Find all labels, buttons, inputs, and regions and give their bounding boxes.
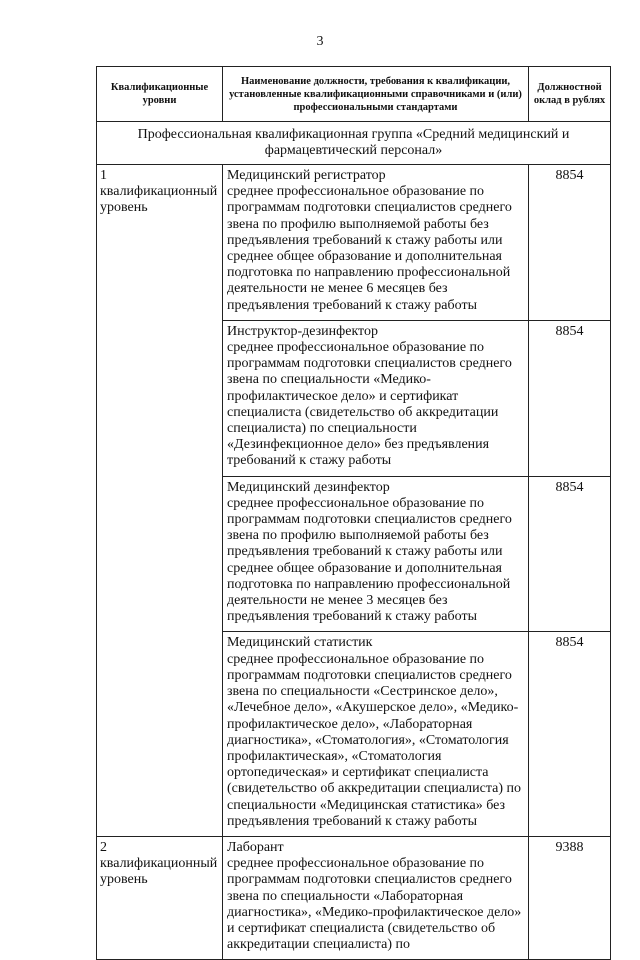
header-position: Наименование должности, требования к квалификации, установленные квалификационными справочниками и (или) профессиональными стандартами — [223, 67, 529, 122]
position-cell — [223, 476, 529, 632]
position-requirements: среднее профессиональное образование по программам подготовки специалистов среднего звена по специальности «Сестринское дело», «Лечебное дело», «Акушерское дело», «Медико-профилактическое дело», «Лабораторная диагностика», «Стоматология», «Стоматология профилактическая», «Стоматология ортопедическая» и сертификат специалиста (свидетельство об аккредитации специалиста) по специальности «Медицинская статистика» без предъявления требований к стажу работы — [227, 651, 522, 829]
position-cell — [223, 632, 529, 836]
salary-value: 8854 — [529, 476, 611, 632]
position-requirements: среднее профессиональное образование по программам подготовки специалистов среднего звена по специальности «Лабораторная диагностика», «Медико-профилактическое дело» и сертификат специалиста (свидетельство об аккредитации специалиста) по — [227, 856, 522, 953]
position-requirements: среднее профессиональное образование по программам подготовки специалистов среднего звена по профилю выполняемой работы без предъявления требований к стажу работы или среднее общее образование и дополнительная подготовка по направлению профессиональной деятельности не менее 6 месяцев без предъявления требований к стажу работы — [227, 184, 512, 313]
salary-value: 8854 — [529, 165, 611, 321]
group-row — [97, 122, 611, 165]
salary-value: 8854 — [529, 320, 611, 476]
position-title: Медицинский регистратор — [227, 168, 386, 183]
position-cell — [223, 836, 529, 959]
group-title: Профессиональная квалификационная группа «Средний медицинский и фармацевтический персонал» — [97, 122, 611, 165]
table-row — [97, 836, 611, 959]
level-label: 2 квалификационный уровень — [97, 836, 223, 959]
page-number: 3 — [316, 34, 324, 49]
header-levels: Квалификационные уровни — [97, 67, 223, 122]
position-cell — [223, 320, 529, 476]
salary-value: 9388 — [529, 836, 611, 959]
table-header-row — [97, 67, 611, 122]
header-salary: Должностной оклад в рублях — [529, 67, 611, 122]
position-title: Инструктор-дезинфектор — [227, 323, 378, 339]
position-title: Лаборант — [227, 839, 284, 855]
salary-table — [96, 66, 611, 960]
table-row — [97, 165, 611, 321]
position-requirements: среднее профессиональное образование по программам подготовки специалистов среднего звена по профилю выполняемой работы без предъявления требований к стажу работы или среднее общее образование и дополнительная подготовка по направлению профессиональной деятельности не менее 3 месяцев без предъявления требований к стажу работы — [227, 495, 512, 625]
position-title: Медицинский статистик — [227, 635, 373, 651]
position-cell — [223, 165, 529, 321]
position-title: Медицинский дезинфектор — [227, 479, 390, 495]
level-label: 1 квалификационный уровень — [97, 165, 223, 837]
salary-value: 8854 — [529, 632, 611, 836]
position-requirements: среднее профессиональное образование по программам подготовки специалистов среднего звена по специальности «Медико-профилактическое дело» и сертификат специалиста (свидетельство об аккредитации специалиста) по специальности «Дезинфекционное дело» без предъявления требований к стажу работы — [227, 340, 512, 469]
